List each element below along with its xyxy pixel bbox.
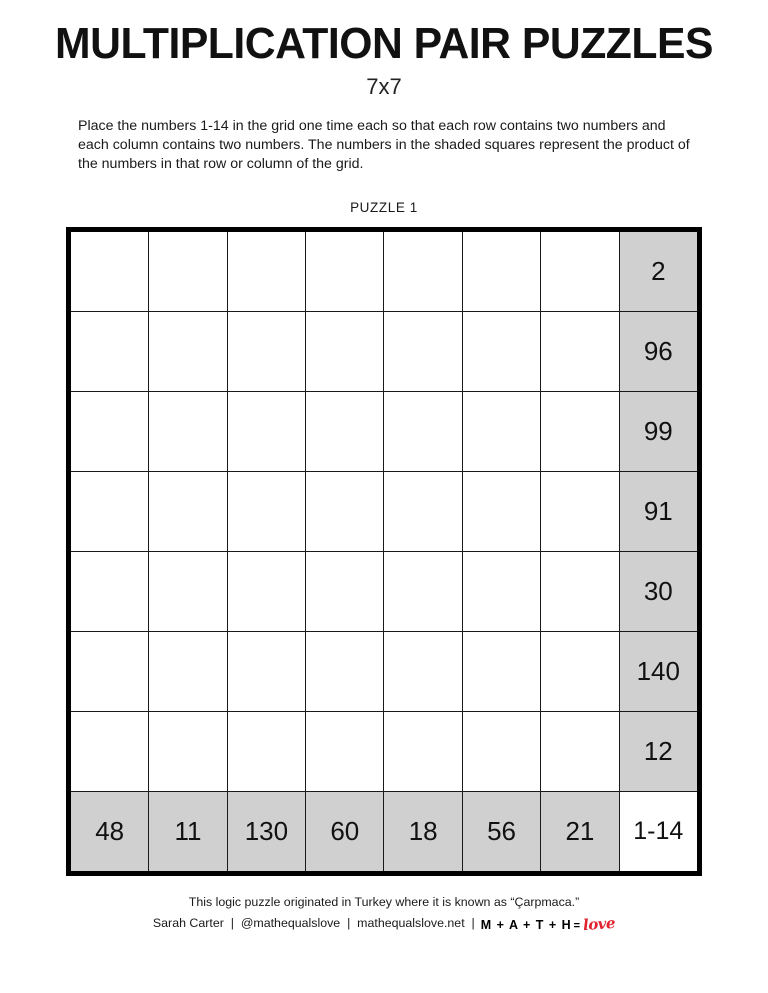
footer (0, 893, 768, 936)
logo-equals-sign: = (573, 919, 581, 932)
puzzle-cell[interactable] (149, 392, 227, 472)
attribution-text: Sarah Carter | @mathequalslove | mathequalslove.net | (152, 915, 475, 930)
puzzle-cell[interactable] (462, 392, 540, 472)
puzzle-cell[interactable] (462, 230, 540, 312)
page-subtitle: 7x7 (366, 74, 402, 99)
puzzle-cell[interactable] (541, 312, 619, 392)
logo-letters: M + A + T + H (480, 917, 572, 932)
puzzle-cell[interactable] (306, 312, 384, 392)
table-row (69, 552, 700, 632)
puzzle-cell[interactable] (541, 712, 619, 792)
range-corner-cell: 1-14 (619, 792, 699, 874)
puzzle-cell[interactable] (69, 230, 149, 312)
puzzle-cell[interactable] (306, 712, 384, 792)
row-product-cell: 2 (619, 230, 699, 312)
puzzle-cell[interactable] (541, 472, 619, 552)
logo-love-word: love (582, 913, 616, 934)
attribution-line (0, 912, 768, 936)
puzzle-cell[interactable] (384, 230, 462, 312)
puzzle-cell[interactable] (462, 312, 540, 392)
mathequalslove-logo (481, 912, 615, 936)
table-row (69, 312, 700, 392)
puzzle-grid-container (66, 227, 702, 862)
puzzle-cell[interactable] (149, 632, 227, 712)
puzzle-cell[interactable] (384, 472, 462, 552)
puzzle-cell[interactable] (541, 632, 619, 712)
column-product-cell: 18 (384, 792, 462, 874)
puzzle-cell[interactable] (306, 552, 384, 632)
puzzle-cell[interactable] (227, 552, 305, 632)
puzzle-cell[interactable] (462, 712, 540, 792)
puzzle-cell[interactable] (149, 472, 227, 552)
puzzle-cell[interactable] (306, 230, 384, 312)
puzzle-cell[interactable] (227, 230, 305, 312)
row-product-cell: 91 (619, 472, 699, 552)
puzzle-cell[interactable] (69, 312, 149, 392)
puzzle-cell[interactable] (541, 552, 619, 632)
puzzle-cell[interactable] (384, 392, 462, 472)
column-product-cell: 21 (541, 792, 619, 874)
column-product-cell: 130 (227, 792, 305, 874)
puzzle-cell[interactable] (227, 712, 305, 792)
table-row (69, 392, 700, 472)
table-row (69, 632, 700, 712)
row-product-cell: 12 (619, 712, 699, 792)
column-product-cell: 11 (149, 792, 227, 874)
puzzle-cell[interactable] (227, 632, 305, 712)
puzzle-cell[interactable] (69, 472, 149, 552)
puzzle-cell[interactable] (306, 472, 384, 552)
puzzle-cell[interactable] (306, 392, 384, 472)
puzzle-cell[interactable] (462, 552, 540, 632)
column-product-cell: 48 (69, 792, 149, 874)
puzzle-cell[interactable] (149, 552, 227, 632)
puzzle-cell[interactable] (149, 230, 227, 312)
puzzle-number-label: PUZZLE 1 (350, 199, 418, 215)
puzzle-cell[interactable] (541, 392, 619, 472)
table-row (69, 712, 700, 792)
puzzle-cell[interactable] (462, 472, 540, 552)
puzzle-cell[interactable] (462, 632, 540, 712)
table-row (69, 230, 700, 312)
puzzle-grid-body (69, 230, 700, 874)
puzzle-cell[interactable] (227, 392, 305, 472)
row-product-cell: 96 (619, 312, 699, 392)
puzzle-cell[interactable] (227, 312, 305, 392)
row-product-cell: 140 (619, 632, 699, 712)
instructions-text: Place the numbers 1-14 in the grid one time each so that each row contains two numbers and each column contains two numbers. The numbers in the shaded squares represent the product of the numbers in that row or column of the grid. (78, 118, 690, 172)
puzzle-cell[interactable] (69, 552, 149, 632)
puzzle-cell[interactable] (384, 552, 462, 632)
puzzle-cell[interactable] (69, 712, 149, 792)
puzzle-cell[interactable] (69, 632, 149, 712)
puzzle-cell[interactable] (306, 632, 384, 712)
row-product-cell: 30 (619, 552, 699, 632)
puzzle-cell[interactable] (149, 712, 227, 792)
puzzle-cell[interactable] (149, 312, 227, 392)
column-product-cell: 56 (462, 792, 540, 874)
origin-note: This logic puzzle originated in Turkey where it is known as “Çarpmaca.” (188, 895, 580, 909)
puzzle-cell[interactable] (384, 632, 462, 712)
puzzle-cell[interactable] (69, 392, 149, 472)
table-row (69, 472, 700, 552)
table-row (69, 792, 700, 874)
puzzle-cell[interactable] (227, 472, 305, 552)
row-product-cell: 99 (619, 392, 699, 472)
puzzle-cell[interactable] (384, 712, 462, 792)
column-product-cell: 60 (306, 792, 384, 874)
puzzle-grid (66, 227, 702, 876)
page-title: MULTIPLICATION PAIR PUZZLES (55, 19, 713, 68)
puzzle-cell[interactable] (541, 230, 619, 312)
puzzle-cell[interactable] (384, 312, 462, 392)
